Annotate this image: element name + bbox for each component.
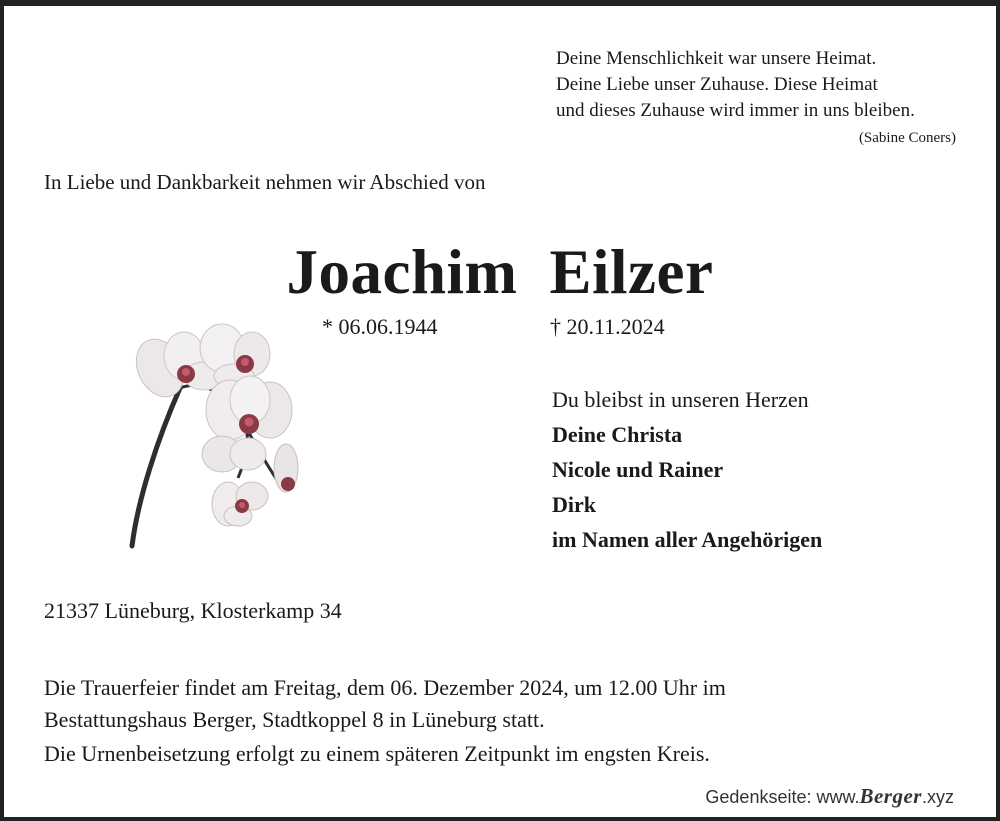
- berger-logo: Berger: [859, 784, 922, 808]
- mourner-name: Dirk: [552, 492, 596, 517]
- quote-line: Deine Menschlichkeit war unsere Heimat.: [556, 48, 877, 69]
- footer-prefix: Gedenkseite: www.: [705, 787, 860, 807]
- memorial-page-link[interactable]: [705, 784, 954, 809]
- urn-burial-info: Die Urnenbeisetzung erfolgt zu einem späteren Zeitpunkt im engsten Kreis.: [44, 741, 710, 766]
- quote-line: und dieses Zuhause wird immer in uns bleiben.: [556, 100, 915, 121]
- intro-text: In Liebe und Dankbarkeit nehmen wir Abschied von: [44, 170, 486, 194]
- quote-line: Deine Liebe unser Zuhause. Diese Heimat: [556, 74, 878, 95]
- service-line: Die Trauerfeier findet am Freitag, dem 06. Dezember 2024, um 12.00 Uhr im: [44, 675, 726, 700]
- quote-author: (Sabine Coners): [858, 130, 956, 146]
- mourner-name: Nicole und Rainer: [552, 457, 724, 482]
- service-line: Bestattungshaus Berger, Stadtkoppel 8 in Lüneburg statt.: [44, 707, 545, 732]
- deceased-name: [0, 236, 1000, 309]
- last-name: Eilzer: [549, 237, 714, 307]
- orchid-flower-icon: [118, 318, 328, 550]
- mourners-block: [552, 382, 822, 557]
- funeral-service-info: [44, 672, 726, 736]
- footer-suffix: .xyz: [921, 787, 954, 807]
- mourner-name: Deine Christa: [552, 422, 683, 447]
- address: 21337 Lüneburg, Klosterkamp 34: [44, 598, 342, 623]
- mourners-intro: Du bleibst in unseren Herzen: [552, 387, 809, 412]
- memorial-quote: [556, 46, 915, 124]
- mourner-name: im Namen aller Angehörigen: [552, 527, 823, 552]
- first-name: Joachim: [286, 237, 518, 307]
- death-date: † 20.11.2024: [550, 314, 665, 339]
- birth-date: * 06.06.1944: [322, 314, 438, 339]
